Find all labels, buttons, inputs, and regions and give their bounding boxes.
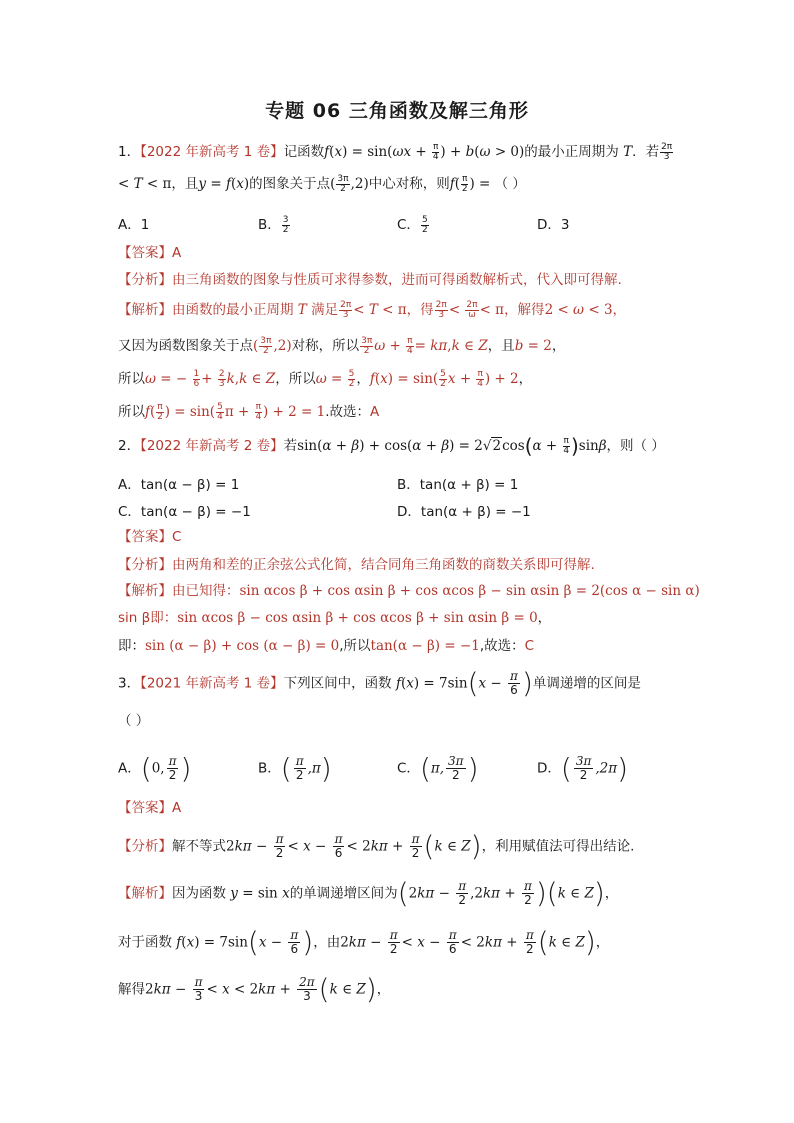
q3-solution-line-2: 对于函数 f(x) = 7sin(x − $\frac{\pi}{6}$ )，由2kπ − $\frac{\pi}{2}$ < x − $\frac{\pi}{6}$ < 2kπ + $\frac{\pi}{2}$ (k ∈ Z)， — [118, 925, 610, 959]
q3-solution-line-1: 【解析】因为函数 y = sin x的单调递增区间为(2kπ − $\frac{\pi}{2}$ ,2kπ + $\frac{\pi}{2}$ )(k ∈ Z)， — [118, 876, 619, 910]
q2-option-a: A．tan(α − β) = 1 — [118, 477, 240, 493]
q2-option-b: B．tan(α + β) = 1 — [397, 477, 519, 493]
q1-option-c: C． $\frac{5}{2}$ — [397, 214, 428, 235]
q1-solution-line-1: 【解析】由函数的最小正周期 T 满足 $\frac{2\pi}{3}$ < T < π，得 $\frac{2\pi}{3}$ < $\frac{2\pi}{\omega}$ < π，解得2 < ω < 3， — [118, 299, 627, 320]
q1-function: f — [324, 144, 330, 160]
q3-option-a: A．(0, $\frac{\pi}{2}$ ) — [118, 752, 192, 785]
q3-solution-line-3: 解得2kπ − $\frac{\pi}{3}$ < x < 2kπ + $\frac{2\pi}{3}$ (k ∈ Z)， — [118, 972, 391, 1006]
q3-analysis: 【分析】解不等式2kπ − $\frac{\pi}{2}$ < x − $\frac{\pi}{6}$ < 2kπ + $\frac{\pi}{2}$ (k ∈ Z)，利用赋值法可得出结论. — [118, 829, 635, 863]
q1-stem-line-1: 1．【2022 年新高考 1 卷】记函数f(x) = sin(ωx + $\frac{\pi}{4}$ ) + b(ω > 0)的最小正周期为 T．若 $\frac{2\pi}{3}$ — [118, 141, 673, 162]
q1-solution-line-3: 所以ω = − $\frac{1}{6}$ + $\frac{2}{3}$ k,k ∈ Z，所以ω = $\frac{5}{2}$ ，f(x) = sin( $\frac{5}{2}$ x + $\frac{\pi}{4}$ ) + 2， — [118, 368, 533, 389]
frac-pi-over-4: $\frac{\pi}{4}$ — [432, 141, 439, 162]
q3-option-c: C．(π, $\frac{3\pi}{2}$ ) — [397, 752, 479, 785]
q1-analysis: 【分析】由三角函数的图象与性质可求得参数，进而可得函数解析式，代入即可得解. — [118, 272, 622, 288]
q3-stem: 3．【2021 年新高考 1 卷】下列区间中，函数 f(x) = 7sin(x − $\frac{\pi}{6}$ )单调递增的区间是 — [118, 666, 641, 700]
q1-solution-line-4: 所以f( $\frac{\pi}{2}$ ) = sin( $\frac{5}{4}$ π + $\frac{\pi}{4}$ ) + 2 = 1.故选：A — [118, 401, 380, 422]
q3-answer: 【答案】A — [118, 800, 182, 816]
q3-number: 3． — [118, 675, 141, 692]
q2-option-d: D．tan(α + β) = −1 — [397, 504, 531, 520]
q1-option-a: A．1 — [118, 217, 150, 233]
q3-option-d: D．( $\frac{3\pi}{2}$ ,2π) — [537, 752, 629, 785]
q3-answer-blank: （ ） — [118, 713, 150, 729]
q2-source-tag: 【2022 年新高考 2 卷】 — [140, 438, 284, 454]
q1-number: 1． — [118, 144, 141, 160]
q3-source-tag: 【2021 年新高考 1 卷】 — [140, 675, 284, 692]
q2-option-c: C．tan(α − β) = −1 — [118, 504, 251, 520]
q2-answer: 【答案】C — [118, 529, 182, 545]
q2-solution-line-2: sin β即：sin αcos β − cos αsin β + cos αcos β + sin αsin β = 0， — [118, 610, 552, 626]
q1-option-d: D．3 — [537, 217, 570, 233]
q2-stem: 2．【2022 年新高考 2 卷】若sin(α + β) + cos(α + β) = 2√2cos(α + $\frac{\pi}{4}$ )sinβ，则（ ） — [118, 434, 665, 458]
q2-solution-line-1: 【解析】由已知得：sin αcos β + cos αsin β + cos αcos β − sin αsin β = 2(cos α − sin α) — [118, 583, 700, 599]
q2-analysis: 【分析】由两角和差的正余弦公式化简，结合同角三角函数的商数关系即可得解. — [118, 557, 595, 573]
q2-solution-line-3: 即：sin (α − β) + cos (α − β) = 0,所以tan(α − β) = −1,故选：C — [118, 638, 535, 654]
frac-2pi-over-3: $\frac{2\pi}{3}$ — [661, 141, 673, 162]
q1-option-b: B． $\frac{3}{2}$ — [258, 214, 289, 235]
page-title: 专题 06 三角函数及解三角形 — [265, 100, 529, 122]
q3-option-b: B．( $\frac{\pi}{2}$ ,π) — [258, 752, 332, 785]
q1-answer-blank: （ ） — [494, 176, 526, 192]
q1-stem-line-2: < T < π，且y = f(x)的图象关于点( $\frac{3\pi}{2}$ ,2)中心对称，则f( $\frac{\pi}{2}$ ) = （ ） — [118, 173, 526, 194]
q1-source-tag: 【2022 年新高考 1 卷】 — [140, 144, 284, 160]
q1-answer: 【答案】A — [118, 245, 182, 261]
q2-number: 2． — [118, 438, 141, 454]
q1-solution-line-2: 又因为函数图象关于点( $\frac{3\pi}{2}$ ,2)对称，所以 $\frac{3\pi}{2}$ ω + $\frac{\pi}{4}$ = kπ,k ∈ Z，且b = 2， — [118, 335, 566, 356]
